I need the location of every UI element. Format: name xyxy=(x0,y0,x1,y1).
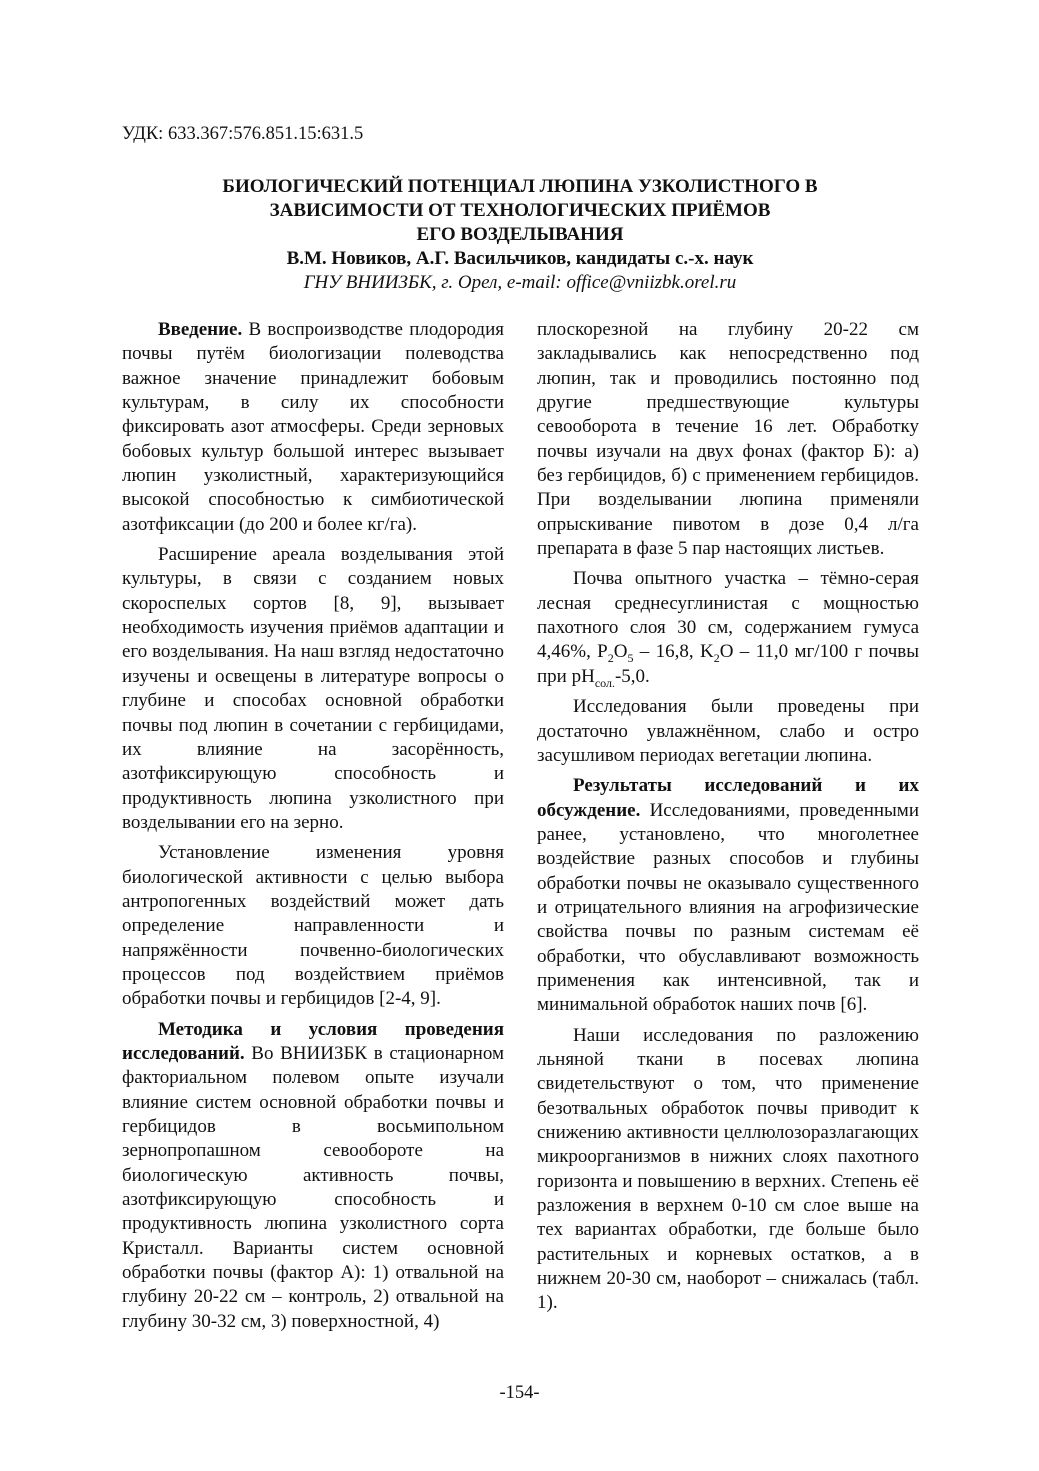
methods-continuation-paragraph: плоскорезной на глубину 20-22 см закладывались как непосредственно под люпин, так и проводились постоянно под другие предшествующие культуры севооборота в течение 16 лет. Обработку почвы изучали на двух фонах (фактор Б): а) без гербицидов, б) с применением гербицидов. При возделывании люпина применяли опрыскивание пивотом в дозе 0,4 л/га препарата в фазе 5 пар настоящих листьев. xyxy=(537,319,919,560)
conditions-paragraph: Исследования были проведены при достаточно увлажнённом, слабо и остро засушливом периодах вегетации люпина. xyxy=(537,696,919,766)
subscript-k2: 2 xyxy=(713,651,720,666)
subscript-sol: сол. xyxy=(594,675,615,690)
soil-text-e: -5,0. xyxy=(614,665,650,687)
methods-paragraph xyxy=(122,1018,504,1334)
soil-text-b: O xyxy=(613,641,628,663)
activity-paragraph: Установление изменения уровня биологической активности с целью выбора антропогенных воздействий может дать определение направленности и напряжённости почвенно-биологических процессов под воздействием приёмов обработки почвы и гербицидов [2-4, 9]. xyxy=(122,842,504,1010)
soil-paragraph xyxy=(537,567,919,689)
title-line-1: БИОЛОГИЧЕСКИЙ ПОТЕНЦИАЛ ЛЮПИНА УЗКОЛИСТНОГО В xyxy=(222,176,818,197)
results-paragraph xyxy=(537,774,919,1017)
methods-heading: Методика и условия проведения исследований. xyxy=(122,1018,504,1064)
results-text: Исследованиями, проведенными ранее, установлено, что многолетнее воздействие разных способов и глубины обработки почвы не оказывало существенного и отрицательного влияния на агрофизические свойства почвы по разным системам её обработки, что обуславливают возможность применения как интенсивной, так и минимальной обработок наших почв [6]. xyxy=(537,799,919,1016)
soil-text-a: Почва опытного участка – тёмно-серая лесная среднесуглинистая с мощностью пахотного слоя 30 см, содержанием гумуса 4,46%, P xyxy=(537,568,919,663)
subscript-o5: 5 xyxy=(627,651,634,666)
authors-line: В.М. Новиков, А.Г. Васильчиков, кандидаты с.-х. наук xyxy=(286,248,754,269)
decomposition-paragraph: Наши исследования по разложению льняной ткани в посевах люпина свидетельствуют о том, что применение безотвальных обработок почвы приводит к снижению активности целлюлозоразлагающих микроорганизмов в нижних слоях пахотного горизонта и повышению в верхних. Степень её разложения в верхнем 0-10 см слое выше на тех вариантах обработки, где больше было растительных и корневых остатков, а в нижнем 20-30 см, наоборот – снижалась (табл. 1). xyxy=(537,1024,919,1314)
expansion-paragraph: Расширение ареала возделывания этой культуры, в связи с созданием новых скороспелых сортов [8, 9], вызывает необходимость изучения приёмов адаптации и его возделывания. На наш взгляд недостаточно изучены и освещены в литературе вопросы о глубине и способах основной обработки почвы под люпин в сочетании с гербицидами, их влияние на засорённость, азотфиксирующую способность и продуктивность люпина узколистного при возделывании его на зерно. xyxy=(122,544,504,833)
affiliation-line: ГНУ ВНИИЗБК, г. Орел, e-mail: office@vniizbk.orel.ru xyxy=(303,272,737,293)
article-title xyxy=(122,175,918,247)
page-number: -154- xyxy=(499,1383,540,1403)
intro-text: В воспроизводстве плодородия почвы путём биологизации полеводства важное значение принадлежит бобовым культурам, в силу их способности фиксировать азот атмосферы. Среди зерновых бобовых культур большой интерес вызывает люпин узколистный, характеризующийся высокой способностью к симбиотической азотфиксации (до 200 и более кг/га). xyxy=(122,319,504,535)
methods-text: Во ВНИИЗБК в стационарном факториальном полевом опыте изучали влияние систем основной обработки почвы и гербицидов в восьмипольном зернопропашном севообороте на биологическую активность почвы, азотфиксирующую способность и продуктивность люпина узколистного сорта Кристалл. Варианты систем основной обработки почвы (фактор А): 1) отвальной на глубину 20-22 см – контроль, 2) отвальной на глубину 30-32 см, 3) поверхностной, 4) xyxy=(122,1042,504,1332)
subscript-p2: 2 xyxy=(607,651,614,666)
soil-text-d: O – 11,0 мг/100 г почвы при pH xyxy=(537,641,919,687)
title-line-3: ЕГО ВОЗДЕЛЫВАНИЯ xyxy=(416,224,624,245)
results-heading: Результаты исследований и их обсуждение. xyxy=(537,775,919,821)
soil-text-c: – 16,8, K xyxy=(633,641,714,663)
udk-code: УДК: 633.367:576.851.15:631.5 xyxy=(122,124,364,144)
right-column xyxy=(537,318,919,1316)
title-line-2: ЗАВИСИМОСТИ ОТ ТЕХНОЛОГИЧЕСКИХ ПРИЁМОВ xyxy=(269,200,771,221)
left-column xyxy=(122,318,504,1334)
intro-paragraph xyxy=(122,318,504,537)
intro-heading: Введение. xyxy=(158,319,243,340)
